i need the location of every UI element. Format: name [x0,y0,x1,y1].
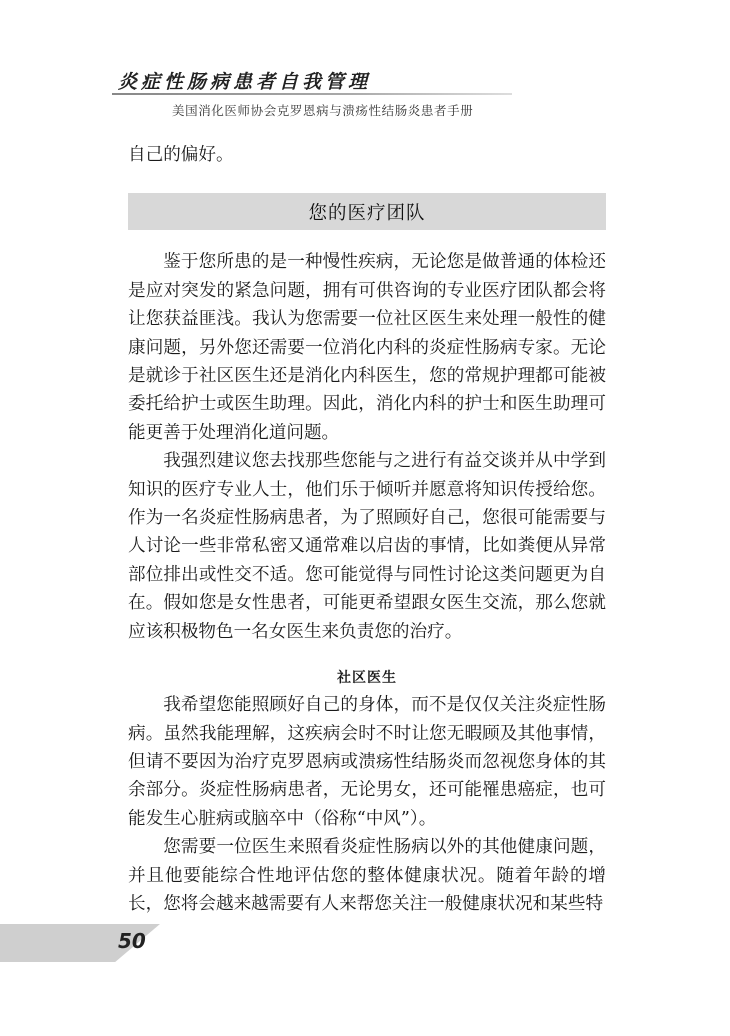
page-body [128,141,606,918]
subsection-title: 社区医生 [337,670,397,687]
body-paragraph: 我强烈建议您去找那些您能与之进行有益交谈并从中学到知识的医疗专业人士，他们乐于倾听并愿意将知识传授给您。作为一名炎症性肠病患者，为了照顾好自己，您很可能需要与人讨论一些非常私密又通常难以启齿的事情，比如粪便从异常部位排出或性交不适。您可能觉得与同性讨论这类问题更为自在。假如您是女性患者，可能更希望跟女医生交流，那么您就应该积极物色一名女医生来负责您的治疗。 [128,451,606,642]
body-paragraph: 我希望您能照顾好自己的身体，而不是仅仅关注炎症性肠病。虽然我能理解，这疾病会时不时让您无暇顾及其他事情，但请不要因为治疗克罗恩病或溃疡性结肠炎而忽视您身体的其余部分。炎症性肠病患者，无论男女，还可能罹患癌症，也可能发生心脏病或脑卒中（俗称“中风”）。 [128,695,606,829]
page-number: 50 [118,929,146,953]
running-header-title: 炎症性肠病患者自我管理 [118,71,372,93]
body-paragraph: 鉴于您所患的是一种慢性疾病，无论您是做普通的体检还是应对突发的紧急问题，拥有可供咨询的专业医疗团队都会将让您获益匪浅。我认为您需要一位社区医生来处理一般性的健康问题，另外您还需要一位消化内科的炎症性肠病专家。无论是就诊于社区医生还是消化内科医生，您的常规护理都可能被委托给护士或医生助理。因此，消化内科的护士和医生助理可能更善于处理消化道问题。 [128,252,606,443]
section-title: 您的医疗团队 [308,202,426,224]
intro-fragment: 自己的偏好。 [128,145,234,165]
section-heading [128,193,606,230]
header-rule [112,93,512,95]
running-header-subtitle: 美国消化医师协会克罗恩病与溃疡性结肠炎患者手册 [172,103,474,118]
body-paragraph: 您需要一位医生来照看炎症性肠病以外的其他健康问题，并且他要能综合性地评估您的整体健康状况。随着年龄的增长，您将会越来越需要有人来帮您关注一般健康状况和某些特 [128,837,606,914]
